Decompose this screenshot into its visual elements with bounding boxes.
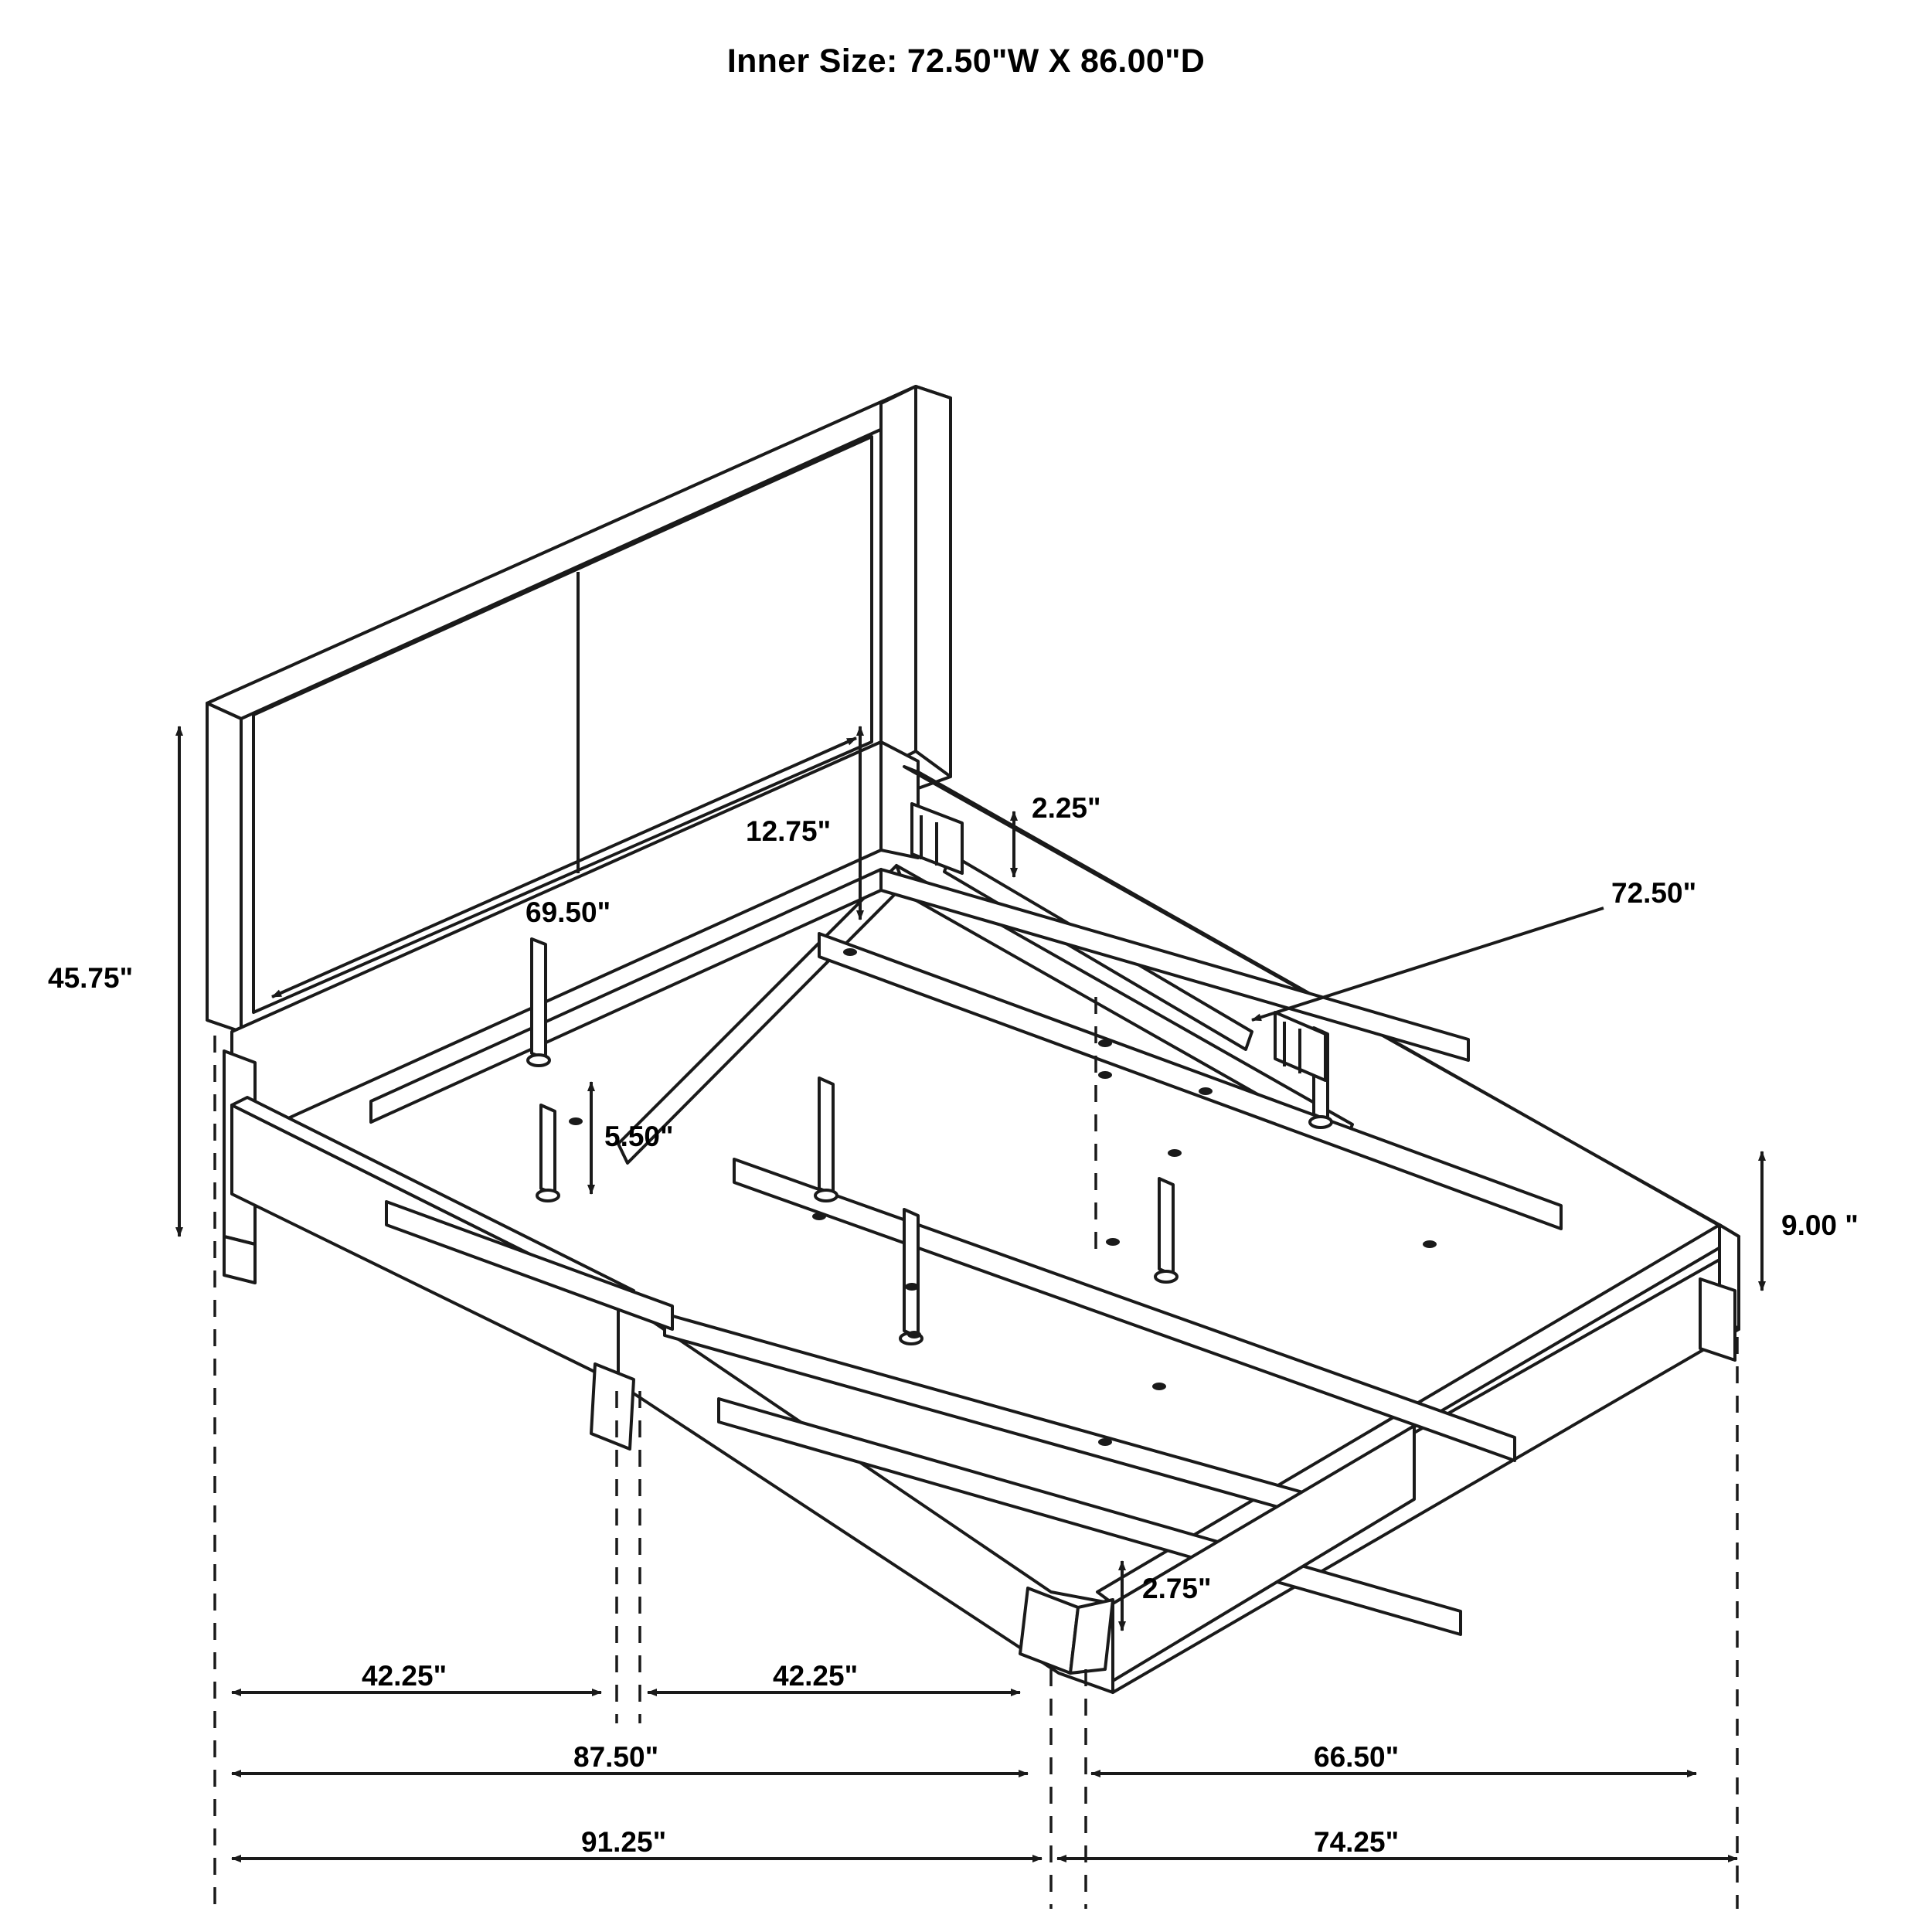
center-leg-foot-1 [528,1055,549,1066]
foot-leg-right [1700,1279,1735,1360]
dim-label-overall-width-top: 72.50" [1611,877,1697,909]
center-leg-2 [541,1105,555,1194]
dim-label-overall-width-bottom: 74.25" [1314,1826,1400,1858]
dim-label-leg-height: 2.75" [1142,1573,1212,1604]
dim-label-overall-height: 45.75" [48,962,134,994]
dim-label-inner-length: 87.50" [573,1741,659,1773]
center-leg-4 [904,1209,918,1337]
dim-leader-72-50 [1252,908,1604,1020]
center-leg-foot-2 [537,1190,559,1201]
dim-label-headboard-width: 69.50" [526,896,611,928]
center-leg-foot-6 [1310,1117,1332,1128]
dim-label-slat-clearance: 5.50" [604,1121,674,1152]
headboard-left-post [207,703,241,1032]
headboard-right-post-2 [916,386,951,777]
dim-label-foot-span-right: 42.25" [773,1660,859,1692]
foot-leg-left-mid [591,1364,634,1449]
center-leg-1 [532,939,546,1059]
bed-illustration [207,386,1739,1692]
dim-label-foot-span-left: 42.25" [362,1660,447,1692]
side-rail-left-long [232,1105,618,1383]
headboard-right-post [881,386,916,769]
dim-label-overall-length: 91.25" [581,1826,667,1858]
foot-leg-front-2 [1070,1600,1113,1673]
dim-label-side-rail-height: 9.00 " [1781,1209,1859,1241]
headboard-left-foot [224,1236,255,1283]
dim-label-headboard-inner-height: 12.75" [746,815,832,847]
dim-label-rail-thickness: 2.25" [1032,792,1101,824]
dim-label-inner-width: 66.50" [1314,1741,1400,1773]
center-leg-foot-5 [1155,1271,1177,1282]
center-leg-3 [819,1078,833,1194]
page-title: Inner Size: 72.50"W X 86.00"D [726,43,1206,80]
center-leg-foot-3 [815,1190,837,1201]
cross-beam-b [734,1159,1515,1461]
center-leg-5 [1159,1179,1173,1275]
